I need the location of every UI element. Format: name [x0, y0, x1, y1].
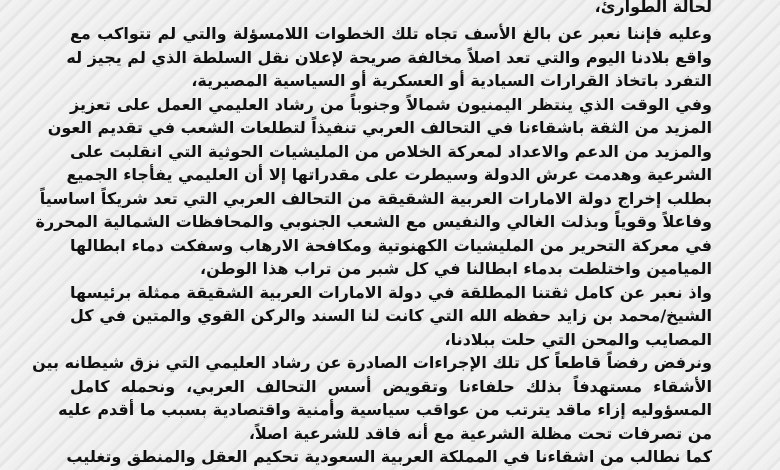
text-line: واذ نعبر عن كامل ثقتنا المطلقة في دولة الامارات العربية الشقيقة ممثلة برئيسها [70, 282, 712, 302]
text-line: وفاعلاً وقوياً وبذلت الغالي والنفيس مع الشعب الجنوبي والمحافظات الشمالية المحررة [35, 212, 712, 231]
text-line: بطلب إخراج دولة الامارات العربية الشقيقة من التحالف العربي التي تعد شريكاً اساسياً [39, 188, 712, 208]
text-line: كما نطالب من اشقاءنا في المملكة العربية السعودية تحكيم العقل والمنطق وتغليب [66, 447, 712, 466]
text-line: لحالة الطوارئ، [594, 0, 712, 16]
text-line: وفي الوقت الذي ينتظر اليمنيون شمالاً وجنوباً من رشاد العليمي العمل على تعزيز [70, 94, 712, 114]
text-line: واقع بلادنا اليوم والتي تعد اصلاً مخالفة صريحة لإعلان نقل السلطة الذي لم يجيز له [66, 47, 712, 67]
text-line: المصايب والمحن التي حلت ببلادنا، [444, 329, 712, 349]
text-line: الشرعية وهدمت عرش الدولة وسيطرت على مقدراتها إلا أن العليمي يفأجاء الجميع [66, 165, 712, 184]
text-line: من تصرفات تحت مظلة الشرعية مع أنه فاقد للشرعية اصلاً، [248, 423, 712, 443]
text-line: الأشقاء مستهدفاً بذلك حلفاءنا وتقويض أسس التحالف العربي، ونحمله كامل [70, 376, 712, 396]
text-line: في معركة التحرير من المليشيات الكهنوتية ومكافحة الارهاب وسفكت دماء ابطالها [70, 235, 712, 255]
text-line: وعليه فإننا نعبر عن بالغ الأسف تجاه تلك الخطوات اللامسؤلة والتي لم تتواكب مع [70, 24, 712, 43]
text-line: ونرفض رفضاً قاطعاً كل تلك الإجراءات الصادرة عن رشاد العليمي التي نزق شيطانه بين [32, 353, 712, 372]
text-line: المسؤوليه إزاء ماقد يترتب من عواقب سياسية وأمنية واقتصادية بسبب ما أقدم عليه [58, 400, 712, 419]
text-line: المزيد من الثقة باشقاءنا في التحالف العربي تنفيذاً لتطلعات الشعب في تقديم العون [47, 118, 712, 137]
text-line: والمزيد من الدعم والاعداد لمعركة الخلاص من المليشيات الحوثية التي انقلبت على [70, 141, 712, 161]
statement-document [32, 0, 712, 469]
text-line: الشيخ/محمد بن زايد حفظه الله التي كانت لنا السند والركن القوي والمتين في كل [70, 306, 712, 325]
text-line: الميامين واختلطت بدماء ابطالنا في كل شبر من تراب هذا الوطن، [199, 259, 712, 278]
text-line: التفرد باتخاذ القرارات السيادية أو العسكرية أو السياسية المصيرية، [191, 71, 712, 90]
